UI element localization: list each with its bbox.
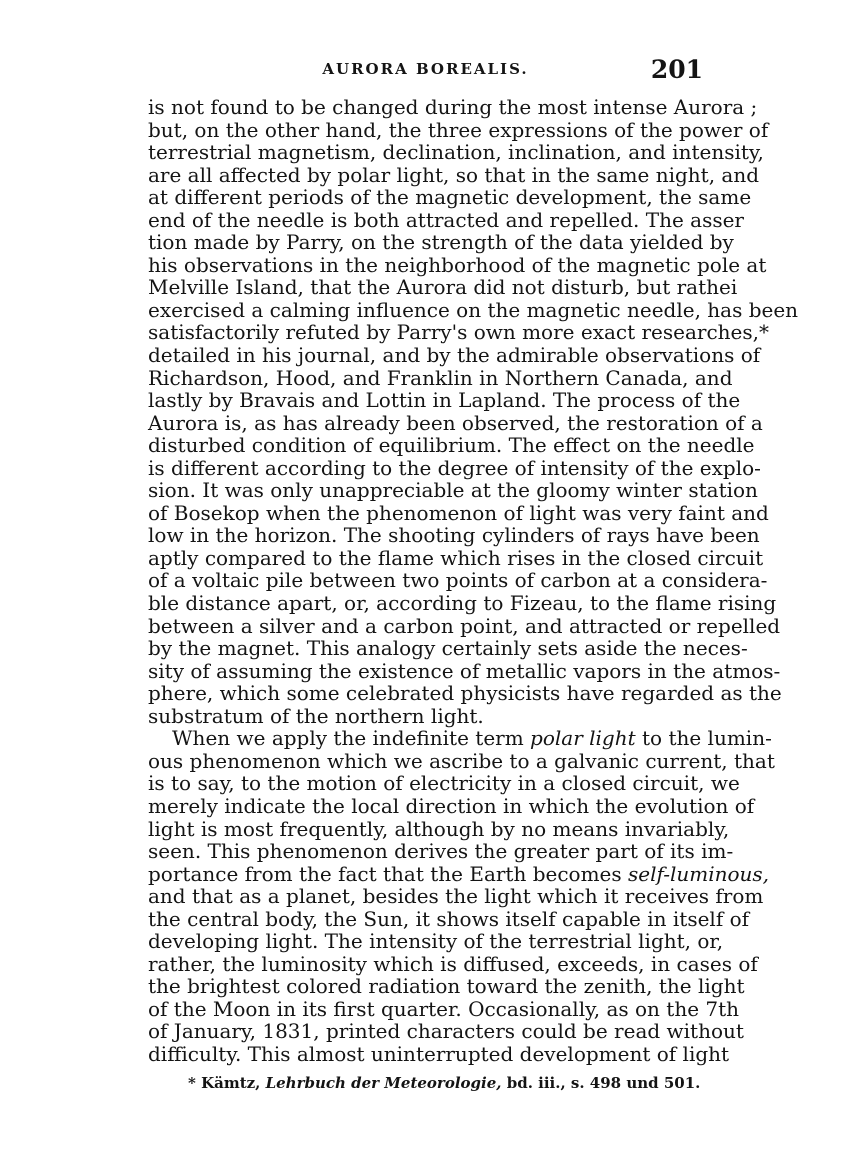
text-run: rather, the luminosity which is diffused, exceeds, in cases of (148, 951, 758, 976)
text-run: his observations in the neighborhood of the magnetic pole at (148, 252, 767, 277)
text-run: the brightest colored radiation toward the zenith, the light (148, 974, 745, 999)
text-line (148, 297, 799, 322)
text-line (148, 951, 758, 976)
text-run: sity of assuming the existence of metallic vapors in the atmos- (148, 658, 781, 683)
page-number: 201 (650, 55, 703, 84)
text-run: of Bosekop when the phenomenon of light was very faint and (148, 500, 769, 525)
text-line (148, 230, 734, 255)
text-run: seen. This phenomenon derives the greater part of its im- (148, 839, 734, 864)
text-run: but, on the other hand, the three expressions of the power of (148, 117, 769, 142)
paragraph (148, 95, 799, 728)
text-run: Melville Island, that the Aurora did not disturb, but rathei (148, 275, 738, 300)
text-line (148, 906, 750, 931)
text-run: is not found to be changed during the most intense Aurora ; (148, 95, 758, 119)
text-run: ous phenomenon which we ascribe to a galvanic current, that (148, 748, 775, 773)
text-line (148, 591, 777, 616)
text-line (148, 1041, 730, 1066)
text-line (148, 455, 761, 480)
text-line (148, 500, 769, 525)
body-text (148, 95, 799, 1066)
text-line (148, 523, 760, 548)
text-run: end of the needle is both attracted and repelled. The asser (148, 207, 744, 232)
text-run: low in the horizon. The shooting cylinders of rays have been (148, 523, 760, 548)
text-line (148, 162, 760, 187)
text-line (148, 996, 740, 1021)
text-line (148, 185, 752, 210)
paragraph (148, 726, 775, 1066)
text-run: light is most frequently, although by no means invariably, (148, 816, 730, 841)
text-run: developing light. The intensity of the terrestrial light, or, (148, 929, 724, 954)
italic-text: self-luminous, (628, 861, 770, 886)
text-line (148, 545, 764, 570)
text-run: by the magnet. This analogy certainly sets aside the neces- (148, 636, 748, 661)
footnote-title: Lehrbuch der Meteorologie, (265, 1074, 502, 1092)
text-line (148, 974, 745, 999)
running-head: AURORA BOREALIS. (322, 60, 529, 78)
footnote-text: bd. iii., s. 498 und 501. (501, 1074, 701, 1092)
text-run: ble distance apart, or, according to Fizeau, to the flame rising (148, 591, 777, 616)
text-run: is different according to the degree of intensity of the explo- (148, 455, 761, 480)
text-line (148, 793, 755, 818)
text-run: of the Moon in its first quarter. Occasionally, as on the 7th (148, 996, 740, 1021)
text-run: phere, which some celebrated physicists have regarded as the (148, 681, 782, 706)
text-run: When we apply the indefinite term (172, 726, 531, 751)
text-line (148, 726, 772, 751)
text-run: of January, 1831, printed characters could be read without (148, 1019, 744, 1044)
text-line (148, 365, 733, 390)
footnote (188, 1074, 708, 1092)
text-run: tion made by Parry, on the strength of the data yielded by (148, 230, 734, 255)
text-line (148, 388, 741, 413)
text-run: terrestrial magnetism, declination, inclination, and intensity, (148, 140, 764, 165)
text-run: difficulty. This almost uninterrupted development of light (148, 1041, 730, 1066)
text-run: merely indicate the local direction in which the evolution of (148, 793, 755, 818)
text-run: detailed in his journal, and by the admirable observations of (148, 343, 761, 368)
page-header (148, 55, 703, 88)
text-line (148, 343, 761, 368)
text-line (148, 816, 730, 841)
text-line (148, 658, 781, 683)
text-line (148, 95, 758, 119)
text-line (148, 207, 744, 232)
text-run: and that as a planet, besides the light which it receives from (148, 884, 764, 909)
text-line (148, 681, 782, 706)
footnote-text: * Kämtz, (188, 1074, 266, 1092)
text-line (148, 929, 724, 954)
text-line (148, 636, 748, 661)
text-run: aptly compared to the flame which rises in the closed circuit (148, 545, 764, 570)
text-run: the central body, the Sun, it shows itself capable in itself of (148, 906, 750, 931)
text-run: portance from the fact that the Earth becomes (148, 861, 629, 886)
text-line (148, 117, 769, 142)
text-line (148, 1019, 744, 1044)
text-line (148, 613, 781, 638)
text-line (148, 861, 770, 886)
text-run: sion. It was only unappreciable at the gloomy winter station (148, 478, 758, 503)
text-run: to the lumin- (635, 726, 772, 751)
text-run: between a silver and a carbon point, and attracted or repelled (148, 613, 781, 638)
text-run: exercised a calming influence on the magnetic needle, has been (148, 297, 799, 322)
text-line (148, 705, 703, 728)
text-line (148, 771, 740, 796)
text-line (148, 884, 764, 909)
text-run: Aurora is, as has already been observed, the restoration of a (148, 410, 763, 435)
text-line (148, 433, 755, 458)
text-run: of a voltaic pile between two points of carbon at a considera- (148, 568, 768, 593)
text-run: at different periods of the magnetic development, the same (148, 185, 752, 210)
text-run: disturbed condition of equilibrium. The effect on the needle (148, 433, 755, 458)
text-line (148, 478, 758, 503)
text-line (148, 748, 775, 773)
text-run: lastly by Bravais and Lottin in Lapland. The process of the (148, 388, 741, 413)
text-run: is to say, to the motion of electricity in a closed circuit, we (148, 771, 740, 796)
text-line (148, 252, 767, 277)
text-line (148, 320, 770, 345)
text-run: Richardson, Hood, and Franklin in Northern Canada, and (148, 365, 733, 390)
text-line (148, 140, 764, 165)
text-run: substratum of the northern light. (148, 703, 484, 728)
text-line (148, 410, 763, 435)
text-run: satisfactorily refuted by Parry's own more exact researches,* (148, 320, 770, 345)
italic-text: polar light (530, 726, 636, 751)
text-line (148, 275, 738, 300)
text-line (148, 568, 768, 593)
text-line (148, 839, 734, 864)
text-run: are all affected by polar light, so that in the same night, and (148, 162, 760, 187)
